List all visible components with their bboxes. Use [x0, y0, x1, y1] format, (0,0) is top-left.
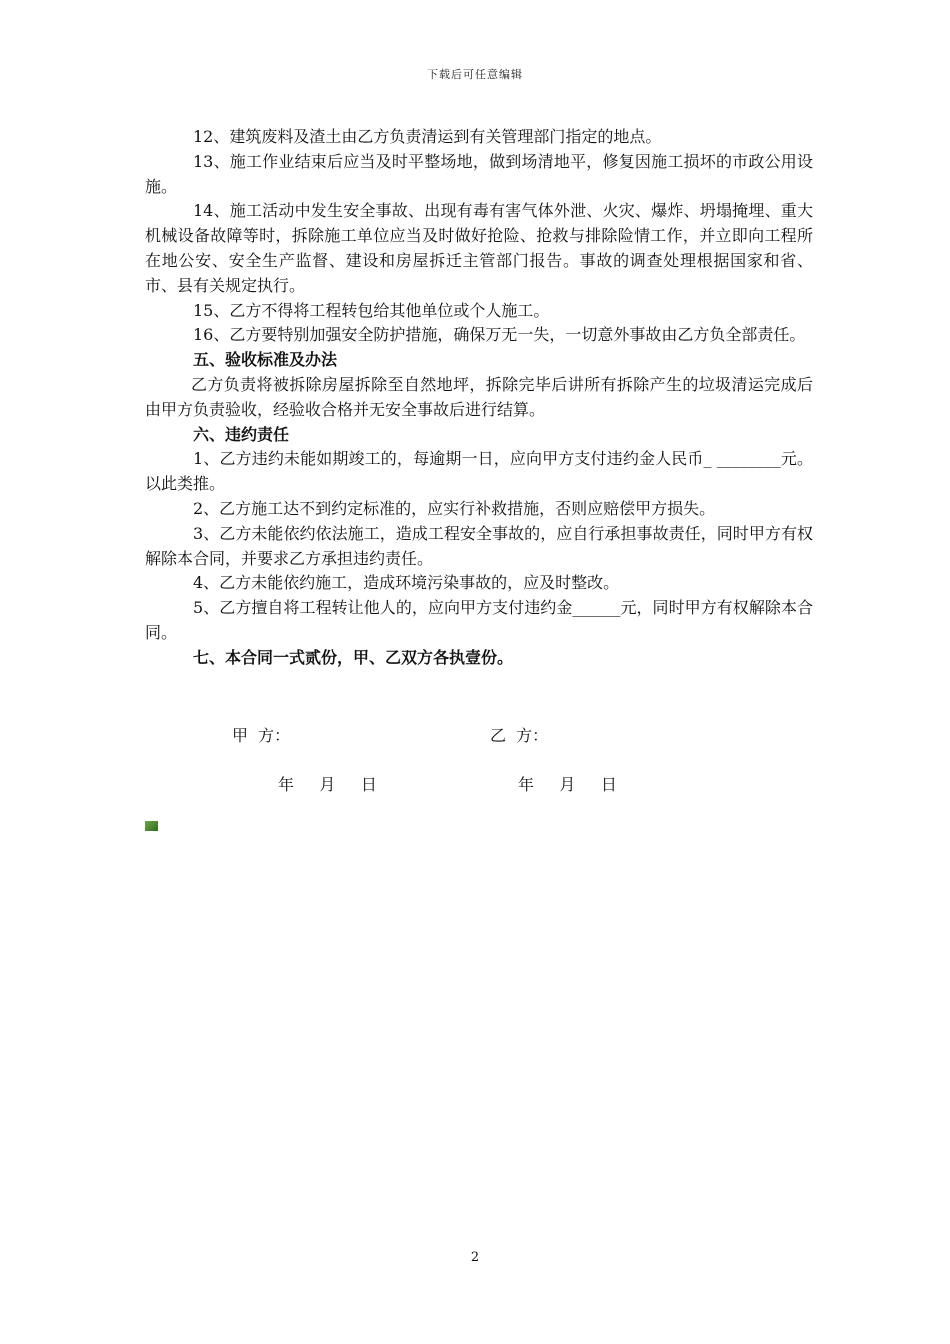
image-placeholder-icon [145, 821, 158, 831]
liability-5: 5、乙方擅自将工程转让他人的，应向甲方支付违约金______元，同时甲方有权解除本合同。 [145, 598, 813, 642]
party-a-label: 甲 方： [232, 726, 291, 745]
clause-14: 14、施工活动中发生安全事故、出现有毒有害气体外泄、火灾、爆炸、坍塌掩埋、重大机械设备故障等时，拆除施工单位应当及时做好抢险、抢救与排除险情工作，并立即向工程所在地公安、安全生产监督、建设和房屋拆迁主管部门报告。事故的调查处理根据国家和省、市、县有关规定执行。 [145, 201, 813, 295]
liability-2: 2、乙方施工达不到约定标准的，应实行补救措施，否则应赔偿甲方损失。 [193, 498, 716, 518]
clause-13: 13、施工作业结束后应当及时平整场地，做到场清地平，修复因施工损坏的市政公用设施。 [145, 151, 813, 196]
section-heading-copies: 七、本合同一式贰份，甲、乙双方各执壹份。 [193, 647, 514, 667]
liability-1: 1、乙方违约未能如期竣工的，每逾期一日，应向甲方支付违约金人民币_ ________元。以此类推。 [145, 449, 813, 494]
liability-4: 4、乙方未能依约施工，造成环境污染事故的，应及时整改。 [193, 573, 620, 593]
party-b-date: 年 月 日 [518, 775, 617, 794]
liability-3: 3、乙方未能依约依法施工，造成工程安全事故的，应自行承担事故责任，同时甲方有权解除本合同，并要求乙方承担违约责任。 [145, 523, 813, 568]
clause-12: 12、建筑废料及渣土由乙方负责清运到有关管理部门指定的地点。 [193, 127, 662, 146]
header-note: 下载后可任意编辑 [427, 68, 523, 81]
page-number: 2 [470, 1250, 480, 1265]
document-body [145, 125, 813, 671]
clause-16: 16、乙方要特别加强安全防护措施，确保万无一失，一切意外事故由乙方负全部责任。 [193, 325, 806, 345]
section-heading-liability: 六、违约责任 [193, 424, 290, 444]
party-b-label: 乙 方： [490, 726, 549, 745]
acceptance-text: 乙方负责将被拆除房屋拆除至自然地坪，拆除完毕后讲所有拆除产生的垃圾清运完成后由甲方负责验收，经验收合格并无安全事故后进行结算。 [145, 374, 813, 419]
clause-15: 15、乙方不得将工程转包给其他单位或个人施工。 [193, 300, 550, 320]
party-a-date: 年 月 日 [278, 775, 377, 794]
section-heading-acceptance: 五、验收标准及办法 [193, 350, 338, 370]
